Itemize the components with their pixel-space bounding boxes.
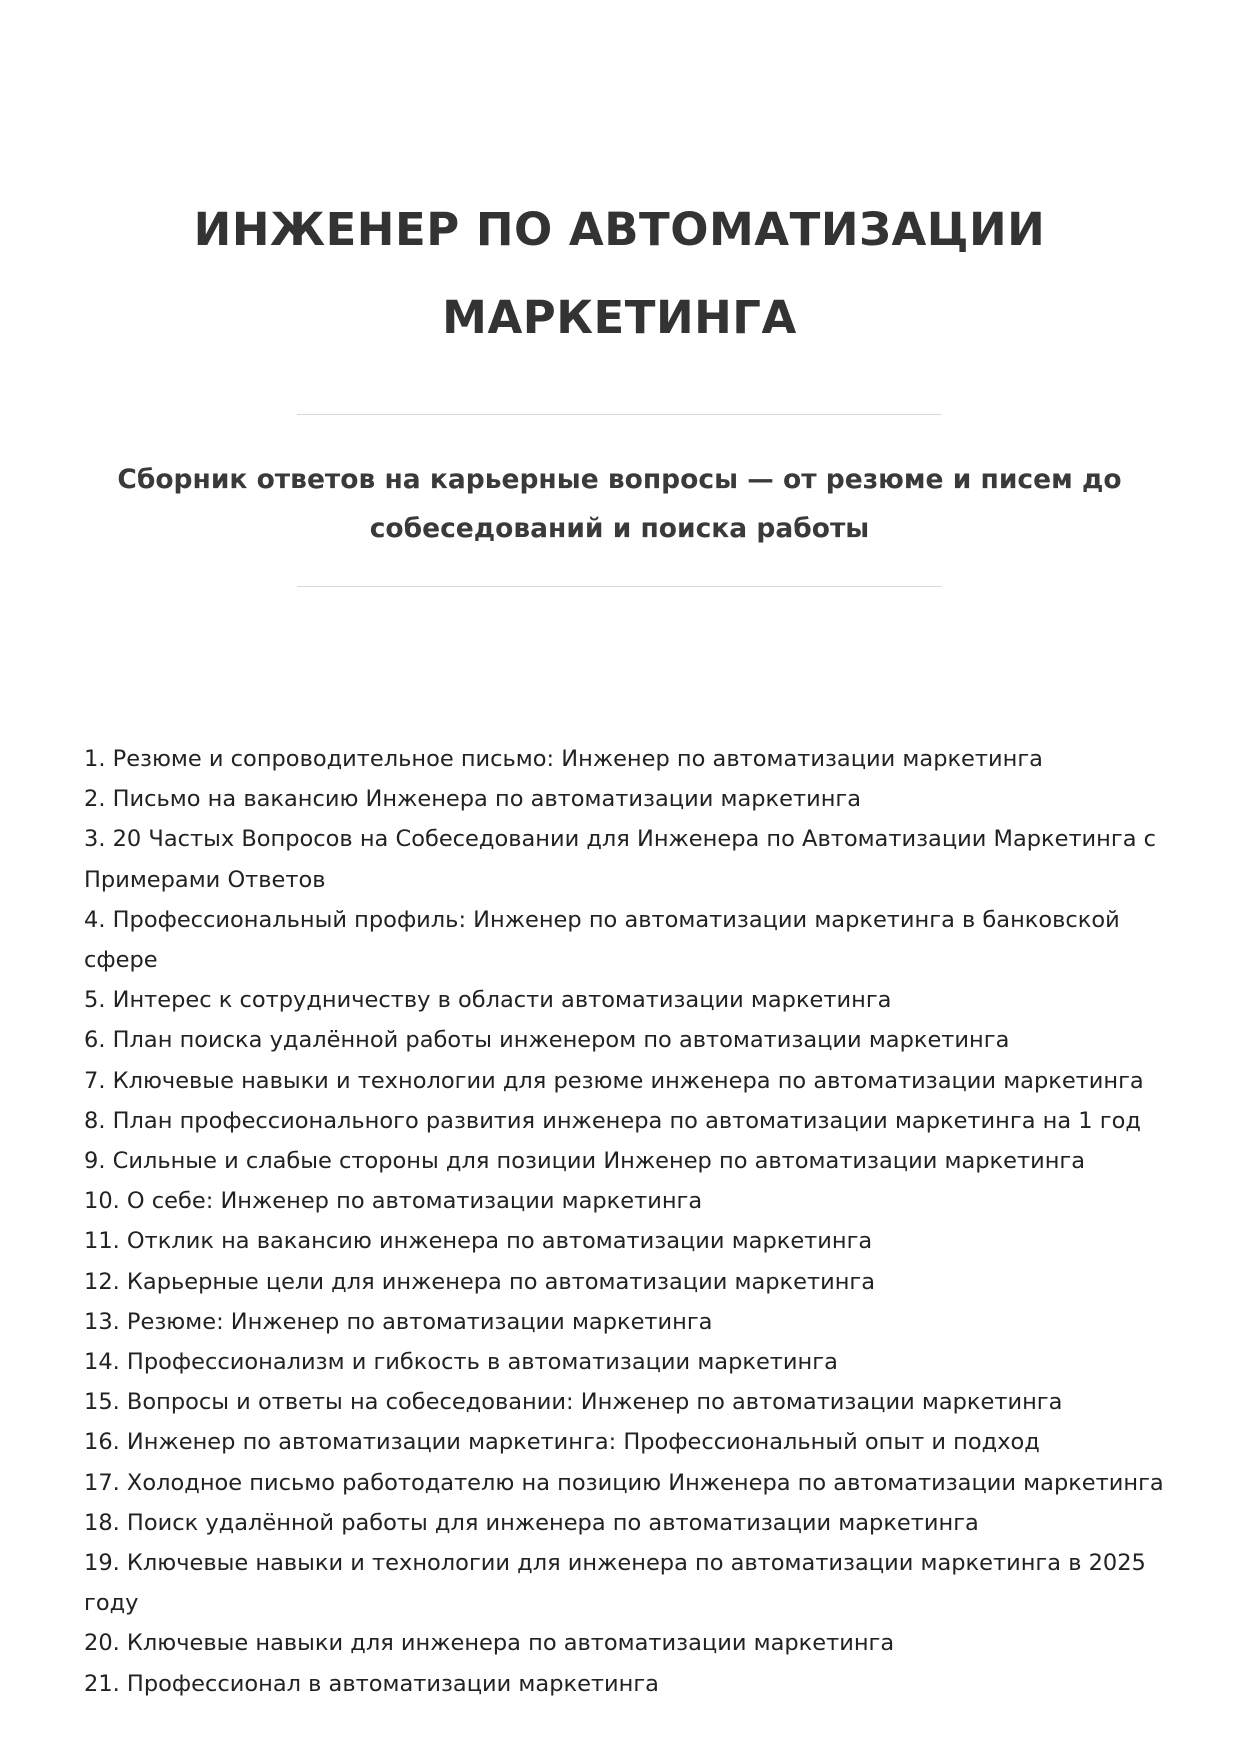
- title-line-1: ИНЖЕНЕР ПО АВТОМАТИЗАЦИИ: [193, 203, 1046, 256]
- toc-item[interactable]: 3. 20 Частых Вопросов на Собеседовании для Инженера по Автоматизации Маркетинга с Примерами Ответов: [84, 826, 1157, 893]
- toc-item[interactable]: 2. Письмо на вакансию Инженера по автоматизации маркетинга: [84, 786, 862, 813]
- toc-item[interactable]: 11. Отклик на вакансию инженера по автоматизации маркетинга: [84, 1228, 873, 1255]
- toc-item[interactable]: 12. Карьерные цели для инженера по автоматизации маркетинга: [84, 1268, 876, 1295]
- table-of-contents: [84, 739, 1164, 1704]
- toc-item[interactable]: 7. Ключевые навыки и технологии для резюме инженера по автоматизации маркетинга: [84, 1067, 1144, 1094]
- toc-item[interactable]: 1. Резюме и сопроводительное письмо: Инженер по автоматизации маркетинга: [84, 746, 1043, 772]
- toc-item[interactable]: 9. Сильные и слабые стороны для позиции Инженер по автоматизации маркетинга: [84, 1148, 1086, 1175]
- toc-item[interactable]: 10. О себе: Инженер по автоматизации маркетинга: [84, 1188, 703, 1215]
- title-line-2: МАРКЕТИНГА: [442, 291, 797, 344]
- toc-item[interactable]: 14. Профессионализм и гибкость в автоматизации маркетинга: [84, 1349, 838, 1376]
- toc-item[interactable]: 8. План профессионального развития инженера по автоматизации маркетинга на 1 год: [84, 1107, 1141, 1134]
- document-title: [120, 186, 1119, 362]
- divider-top: [297, 414, 942, 415]
- toc-item[interactable]: 6. План поиска удалённой работы инженером по автоматизации маркетинга: [84, 1027, 1010, 1054]
- toc-item[interactable]: 4. Профессиональный профиль: Инженер по автоматизации маркетинга в банковской сфере: [84, 906, 1120, 974]
- toc-item[interactable]: 19. Ключевые навыки и технологии для инженера по автоматизации маркетинга в 2025 году: [84, 1550, 1146, 1617]
- toc-item[interactable]: 18. Поиск удалённой работы для инженера по автоматизации маркетинга: [84, 1509, 979, 1536]
- toc-item[interactable]: 17. Холодное письмо работодателю на позицию Инженера по автоматизации маркетинга: [84, 1469, 1164, 1496]
- divider-bottom: [297, 586, 942, 587]
- toc-item[interactable]: 20. Ключевые навыки для инженера по автоматизации маркетинга: [84, 1630, 895, 1657]
- toc-item[interactable]: 15. Вопросы и ответы на собеседовании: Инженер по автоматизации маркетинга: [84, 1389, 1063, 1416]
- toc-item[interactable]: 16. Инженер по автоматизации маркетинга: Профессиональный опыт и подход: [84, 1429, 1040, 1456]
- document-subtitle: Сборник ответов на карьерные вопросы — от резюме и писем до собеседований и поиска работы: [117, 464, 1122, 544]
- toc-item[interactable]: 5. Интерес к сотрудничеству в области автоматизации маркетинга: [84, 987, 892, 1014]
- toc-item[interactable]: 13. Резюме: Инженер по автоматизации маркетинга: [84, 1308, 713, 1335]
- toc-item[interactable]: 21. Профессионал в автоматизации маркетинга: [84, 1670, 659, 1697]
